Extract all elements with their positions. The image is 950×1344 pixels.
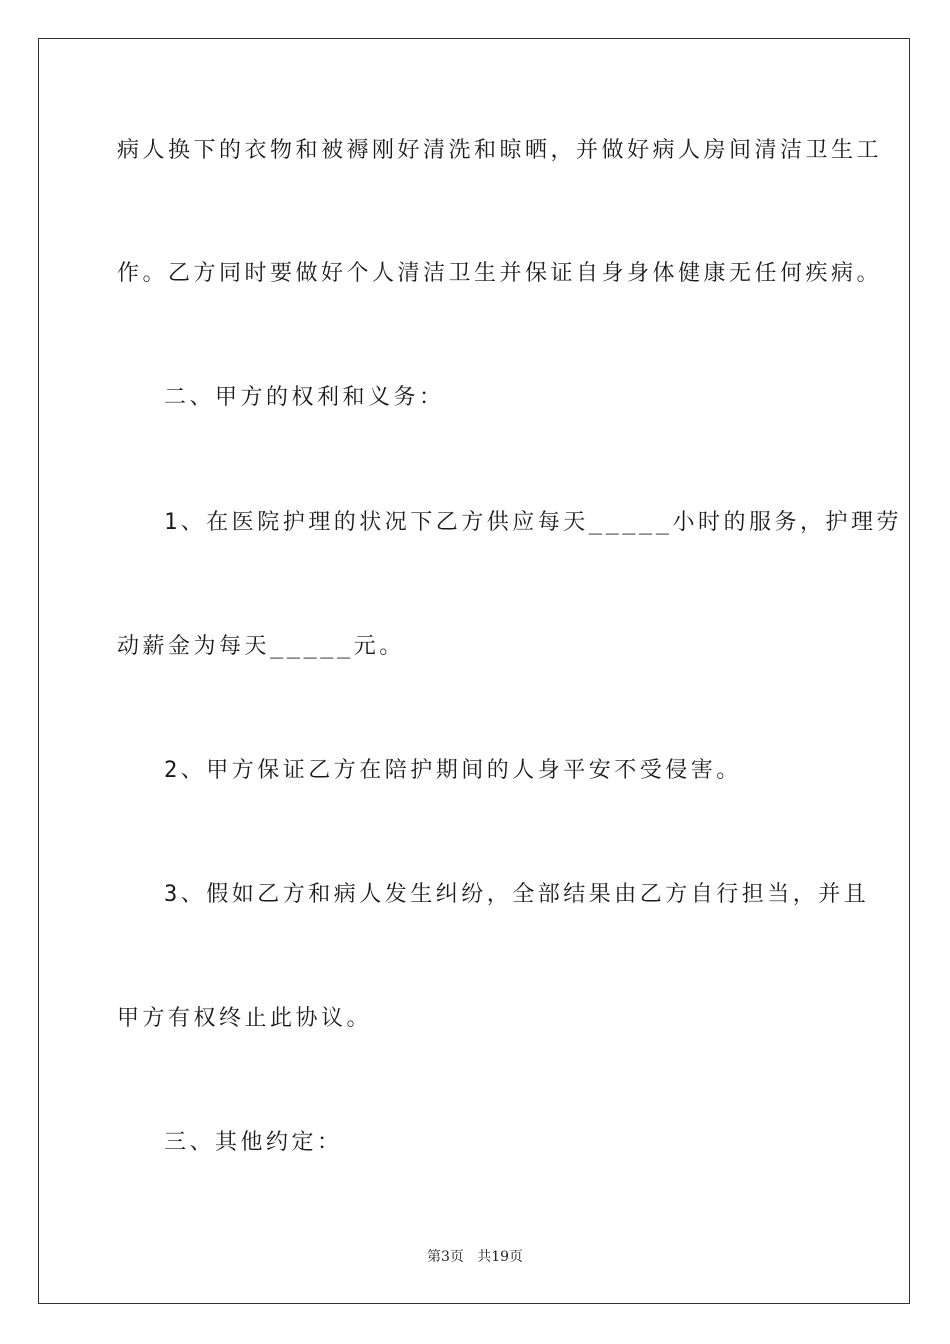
paragraph-line: 作。乙方同时要做好个人清洁卫生并保证自身身体健康无任何疾病。 [117,261,883,286]
paragraph-line: 动薪金为每天_____元。 [117,634,405,659]
paragraph-line: 病人换下的衣物和被褥刚好清洗和晾晒，并做好病人房间清洁卫生工 [117,138,883,163]
paragraph-line: 1、在医院护理的状况下乙方供应每天_____小时的服务，护理劳 [164,510,902,535]
page-border [38,38,910,1304]
paragraph-line: 甲方有权终止此协议。 [117,1006,373,1031]
paragraph-line: 2、甲方保证乙方在陪护期间的人身平安不受侵害。 [164,758,742,783]
page-number-footer: 第3页 共19页 [426,1249,524,1265]
section-heading: 二、甲方的权利和义务： [164,385,445,410]
paragraph-line: 3、假如乙方和病人发生纠纷，全部结果由乙方自行担当，并且 [164,882,870,907]
section-heading: 三、其他约定： [164,1130,343,1155]
